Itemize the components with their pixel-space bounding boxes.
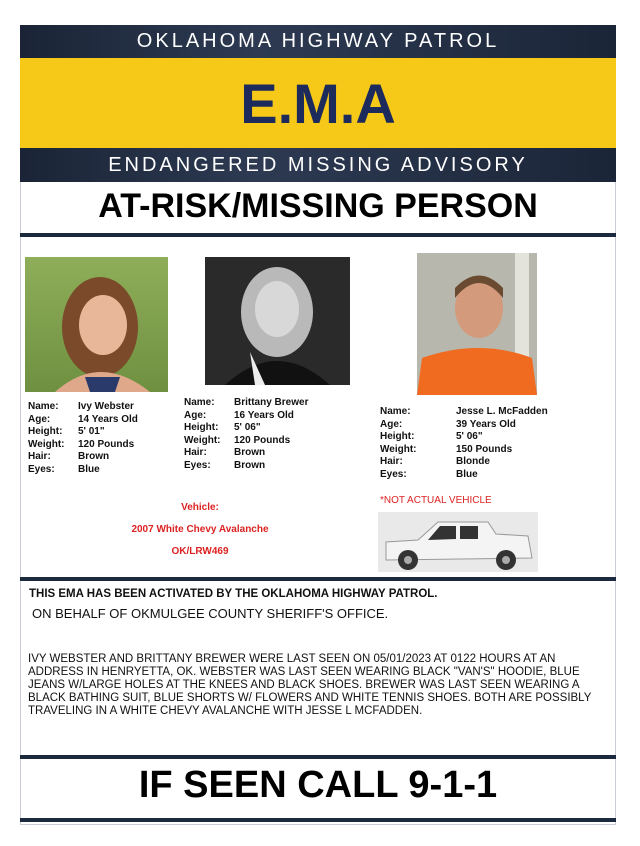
person-info-brittany-brewer [184, 397, 308, 472]
call-to-action: IF SEEN CALL 9-1-1 [138, 764, 498, 806]
height-value: 5' 06" [456, 431, 483, 442]
label: Name: [380, 406, 411, 417]
label: Age: [380, 418, 403, 430]
label: Hair: [184, 447, 207, 458]
weight-value: 120 Pounds [78, 438, 135, 450]
photo-jesse-mcfadden [417, 253, 537, 395]
vehicle-label: Vehicle: [181, 502, 219, 513]
label: Hair: [28, 451, 51, 462]
label: Eyes: [28, 463, 55, 475]
hair-value: Blonde [456, 456, 490, 467]
vehicle-description: 2007 White Chevy Avalanche [131, 524, 269, 535]
divider [20, 755, 616, 759]
label: Weight: [184, 434, 221, 446]
name-value: Ivy Webster [78, 401, 134, 412]
agency-banner: OKLAHOMA HIGHWAY PATROL [20, 25, 616, 58]
name-value: Jesse L. McFadden [456, 406, 548, 417]
label: Name: [184, 397, 215, 408]
behalf-notice: ON BEHALF OF OKMULGEE COUNTY SHERIFF'S OFFICE. [32, 606, 389, 621]
incident-details: IVY WEBSTER AND BRITTANY BREWER WERE LAST SEEN ON 05/01/2023 AT 0122 HOURS AT AN ADDRESS IN HENRYETTA, OK. WEBSTER WAS LAST SEEN WEARING BLACK "VAN'S" HOODIE, BLUE JEANS W/LARGE HOLES AT THE KNEES AND BLACK SHOES. BREWER WAS LAST SEEN WEARING A BLACK BATHING SUIT, BLUE SHORTS W/ FLOWERS AND WHITE TENNIS SHOES. BOTH ARE POSSIBLY TRAVELING IN A WHITE CHEVY AVALANCHE WITH JESSE L MCFADDEN. [28, 653, 592, 717]
label: Height: [28, 426, 63, 437]
name-value: Brittany Brewer [234, 397, 309, 408]
vehicle-disclaimer: *NOT ACTUAL VEHICLE [380, 495, 492, 506]
age-value: 14 Years Old [78, 413, 138, 425]
divider [20, 577, 616, 581]
label: Age: [184, 409, 207, 421]
age-value: 39 Years Old [456, 418, 516, 430]
divider [20, 233, 616, 237]
weight-value: 120 Pounds [234, 434, 291, 446]
label: Height: [380, 431, 415, 442]
activation-notice: THIS EMA HAS BEEN ACTIVATED BY THE OKLAHOMA HIGHWAY PATROL. [29, 588, 438, 600]
advisory-banner: ENDANGERED MISSING ADVISORY [20, 148, 616, 182]
label: Hair: [380, 456, 403, 467]
label: Height: [184, 422, 219, 433]
label: Name: [28, 401, 59, 412]
vehicle-image [378, 512, 538, 572]
label: Eyes: [380, 468, 407, 480]
label: Weight: [28, 438, 65, 450]
label: Age: [28, 413, 51, 425]
person-info-ivy-webster [28, 401, 138, 476]
eyes-value: Blue [78, 463, 100, 475]
height-value: 5' 06" [234, 422, 261, 433]
photo-ivy-webster [25, 257, 168, 392]
height-value: 5' 01" [78, 426, 105, 437]
person-info-jesse-mcfadden [380, 406, 548, 481]
hair-value: Brown [78, 451, 110, 462]
photo-brittany-brewer [205, 257, 350, 385]
divider [20, 818, 616, 822]
label: Weight: [380, 443, 417, 455]
hair-value: Brown [234, 447, 266, 458]
label: Eyes: [184, 459, 211, 471]
age-value: 16 Years Old [234, 409, 294, 421]
weight-value: 150 Pounds [456, 443, 513, 455]
ema-title: E.M.A [20, 58, 616, 148]
eyes-value: Brown [234, 459, 266, 471]
eyes-value: Blue [456, 468, 478, 480]
page-title: AT-RISK/MISSING PERSON [98, 187, 538, 225]
vehicle-plate: OK/LRW469 [171, 546, 229, 557]
